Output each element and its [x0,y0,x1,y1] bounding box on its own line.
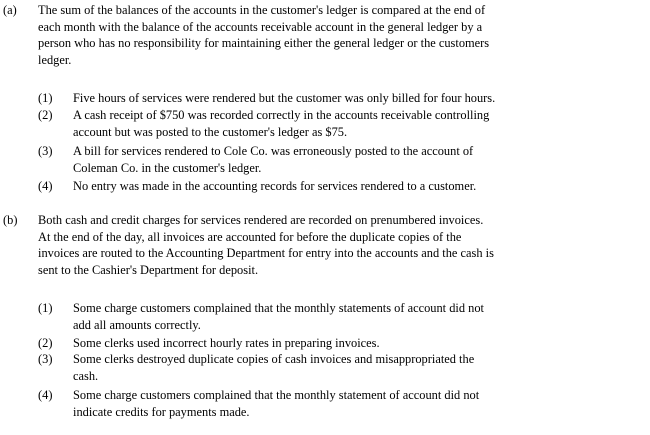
list-item-number: (1) [38,91,53,105]
list-item-number: (4) [38,388,53,402]
list-item-number: (2) [38,108,53,122]
list-item-text: Some clerks used incorrect hourly rates in preparing invoices. [73,336,380,350]
list-item-text: A bill for services rendered to Cole Co. was erroneously posted to the account of Coleman Co. in the customer's ledger. [73,144,474,175]
list-item-text: Some clerks destroyed duplicate copies of cash invoices and misappropriated the cash. [73,352,475,383]
list-item-number: (4) [38,179,53,193]
section-b-text: Both cash and credit charges for services rendered are recorded on prenumbered invoices. At the end of the day, all invoices are accounted for before the duplicate copies of the invoices are routed to the Accounting Department for entry into the accounts and the cash is sent to the Cashier's Department for deposit. [38,213,494,277]
list-item-number: (2) [38,336,53,350]
section-a-text: The sum of the balances of the accounts in the customer's ledger is compared at the end of each month with the balance of the accounts receivable account in the general ledger by a person who has no responsibility for maintaining either the general ledger or the customers ledger. [38,3,490,67]
section-a-label: (a) [3,3,17,17]
list-item-text: Some charge customers complained that the monthly statement of account did not indicate credits for payments made. [73,388,480,419]
list-item-text: Some charge customers complained that the monthly statements of account did not add all amounts correctly. [73,301,484,332]
list-item-text: A cash receipt of $750 was recorded correctly in the accounts receivable controlling account but was posted to the customer's ledger as $75. [73,108,490,139]
section-b-label: (b) [3,213,18,227]
list-item-number: (3) [38,144,53,158]
list-item-number: (1) [38,301,53,315]
list-item-text: Five hours of services were rendered but the customer was only billed for four hours. [73,91,496,105]
list-item-text: No entry was made in the accounting records for services rendered to a customer. [73,179,477,193]
list-item-number: (3) [38,352,53,366]
